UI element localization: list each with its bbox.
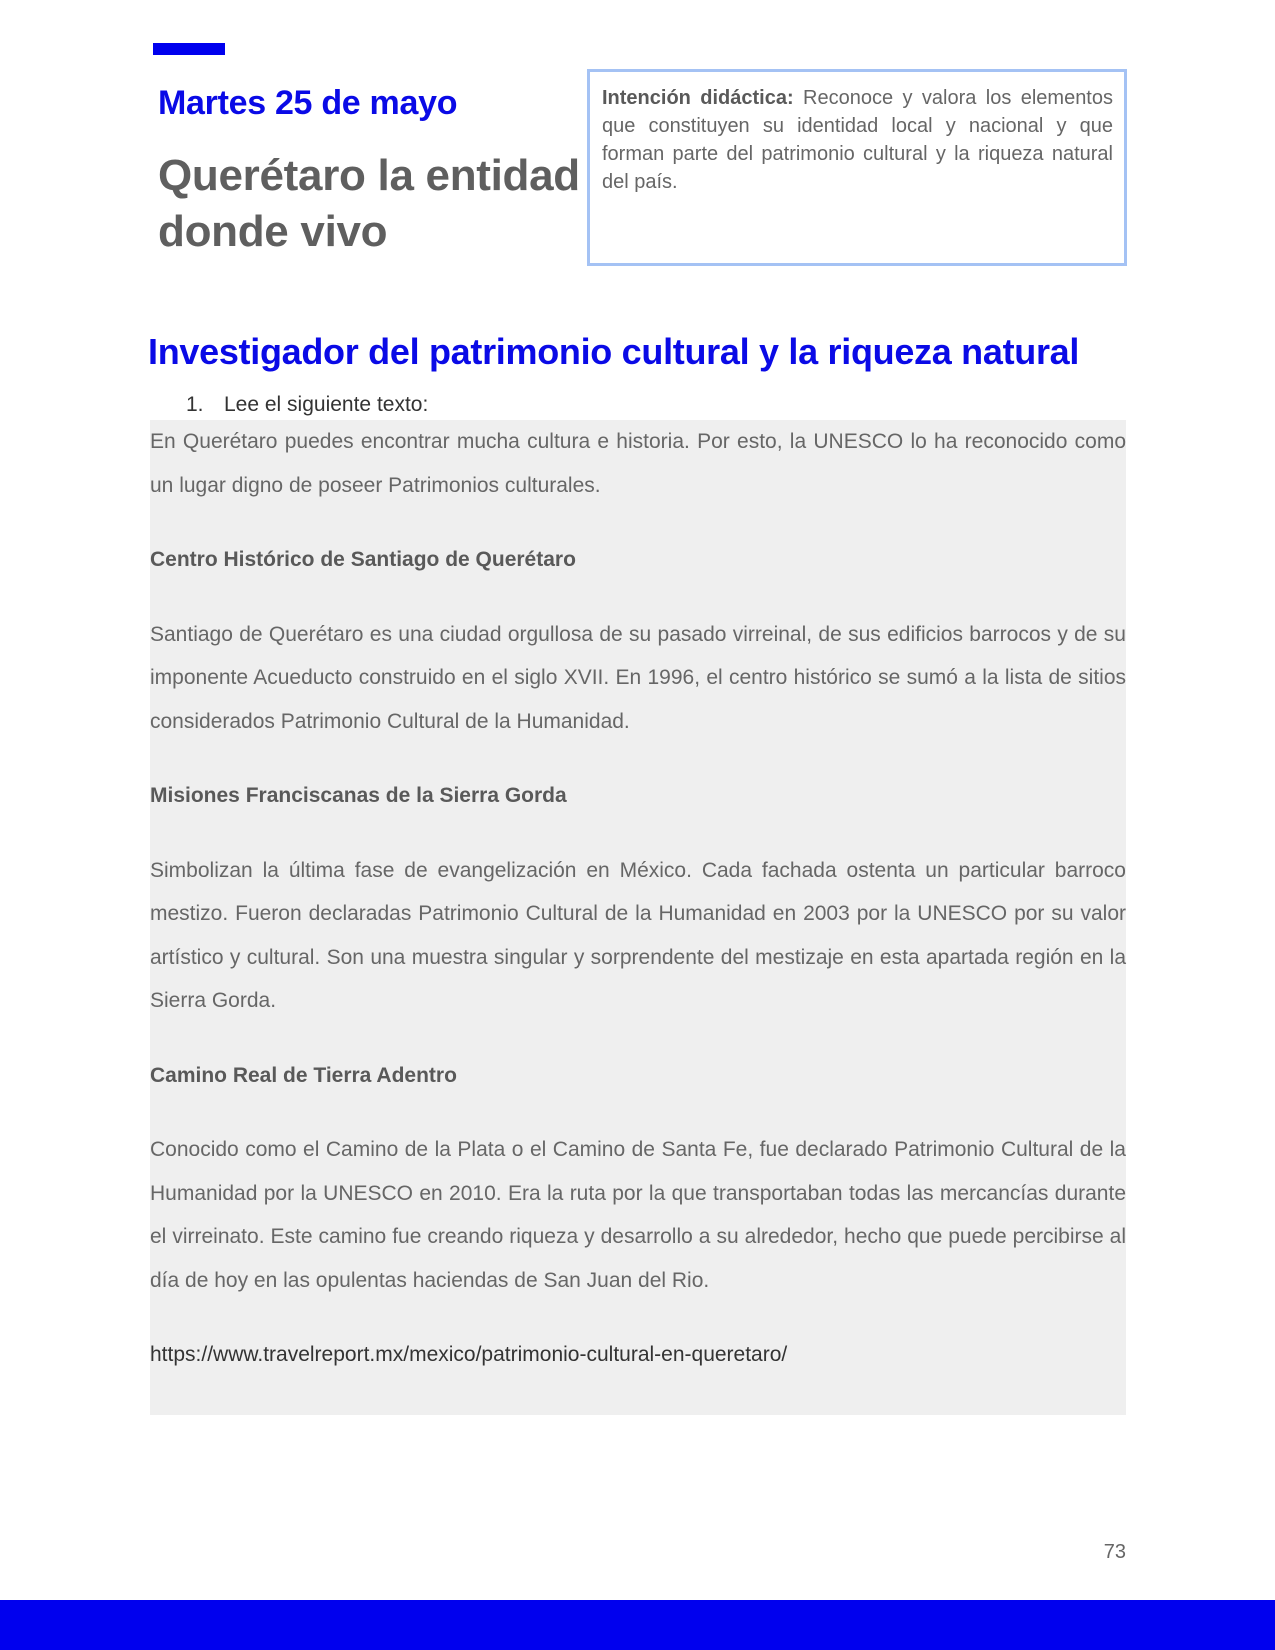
site-title: Misiones Franciscanas de la Sierra Gorda xyxy=(150,784,567,807)
reading-intro: En Querétaro puedes encontrar mucha cultura e historia. Por esto, la UNESCO lo ha reconocido como un lugar digno de poseer Patrimonios culturales. xyxy=(150,430,1126,497)
reading-panel xyxy=(150,420,1126,1415)
site-text: Santiago de Querétaro es una ciudad orgullosa de su pasado virreinal, de sus edificios barrocos y de su imponente Acueducto construido en el siglo XVII. En 1996, el centro histórico se sumó a la lista de sitios considerados Patrimonio Cultural de la Humanidad. xyxy=(150,622,1126,733)
header-accent-bar xyxy=(153,43,225,55)
site-title: Camino Real de Tierra Adentro xyxy=(150,1063,457,1087)
site-title: Centro Histórico de Santiago de Querétaro xyxy=(150,548,576,571)
instruction-number: 1. xyxy=(186,393,204,416)
intention-label: Intención didáctica: xyxy=(602,87,794,109)
instruction-text: Lee el siguiente texto: xyxy=(224,393,429,416)
page-number: 73 xyxy=(1103,1541,1126,1563)
intention-text: Reconoce y valora los elementos que constituyen su identidad local y nacional y que forman parte del patrimonio cultural y la riqueza natural del país. xyxy=(602,87,1113,193)
site-text: Simbolizan la última fase de evangelización en México. Cada fachada ostenta un particular barroco mestizo. Fueron declaradas Patrimonio Cultural de la Humanidad en 2003 por la UNESCO por su valor artístico y cultural. Son una muestra singular y sorprendente del mestizaje en esta apartada región en la Sierra Gorda. xyxy=(150,858,1126,1012)
intention-box xyxy=(587,69,1127,266)
footer-band xyxy=(0,1600,1275,1650)
lesson-date: Martes 25 de mayo xyxy=(158,84,458,122)
source-link[interactable]: https://www.travelreport.mx/mexico/patrimonio-cultural-en-queretaro/ xyxy=(150,1343,788,1366)
section-heading: Investigador del patrimonio cultural y la riqueza natural xyxy=(148,331,1080,372)
instruction-item xyxy=(186,393,428,417)
site-text: Conocido como el Camino de la Plata o el Camino de Santa Fe, fue declarado Patrimonio Cultural de la Humanidad por la UNESCO en 2010. Era la ruta por la que transportaban todas las mercancías durante el virreinato. Este camino fue creando riqueza y desarrollo a su alrededor, hecho que puede percibirse al día de hoy en las opulentas haciendas de San Juan del Rio. xyxy=(150,1138,1126,1292)
lesson-title: Querétaro la entidad donde vivo xyxy=(158,151,580,256)
